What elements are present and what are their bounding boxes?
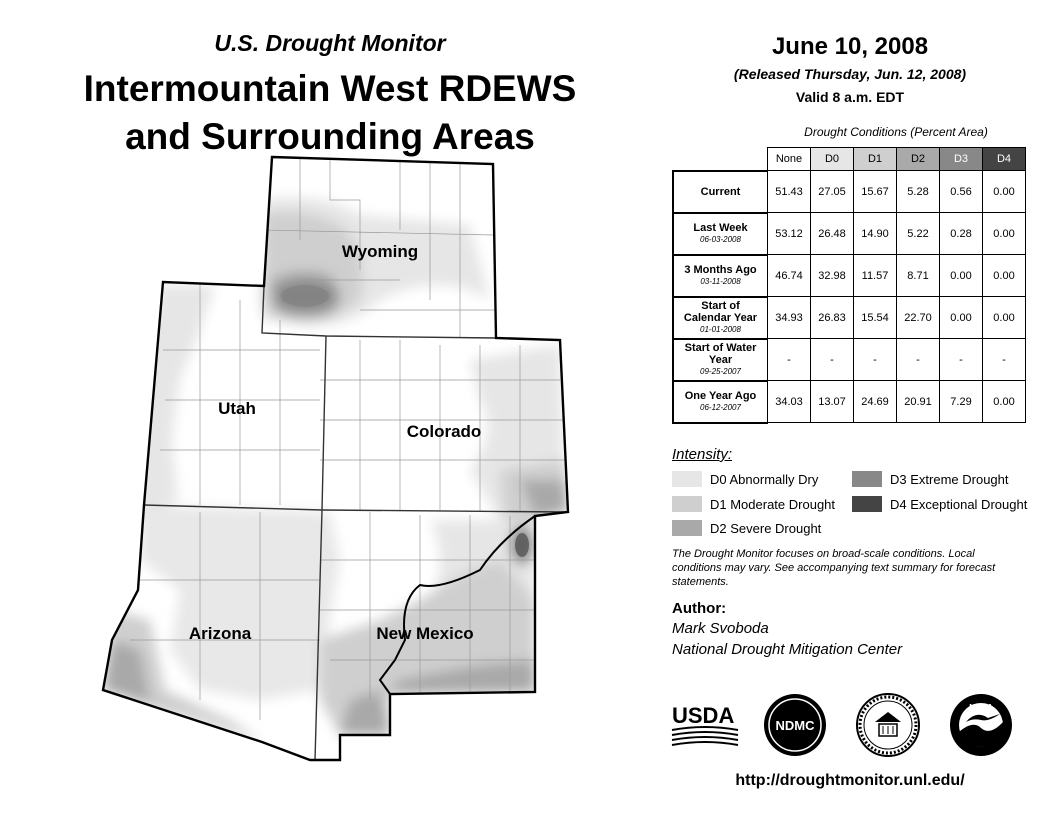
legend-swatch: [852, 496, 882, 512]
table-header-row: [673, 148, 1026, 171]
table-cell: 22.70: [897, 297, 940, 339]
table-row: [673, 171, 1026, 213]
row-label-text: Start of Calendar Year: [683, 299, 758, 324]
legend-heading: Intensity:: [672, 446, 733, 463]
drought-conditions-table: [672, 147, 1026, 424]
row-label: [673, 171, 768, 213]
table-cell: 0.00: [983, 171, 1026, 213]
column-header: D0: [811, 148, 854, 171]
map-title-line2: and Surrounding Areas: [125, 116, 535, 157]
table-row: [673, 255, 1026, 297]
state-label-arizona: Arizona: [188, 624, 252, 643]
usda-logo-text: USDA: [672, 703, 735, 728]
author-organization: National Drought Mitigation Center: [672, 641, 903, 658]
legend-label: D2 Severe Drought: [710, 520, 822, 536]
table-cell: -: [811, 339, 854, 381]
table-caption: Drought Conditions (Percent Area): [804, 125, 988, 139]
table-row: [673, 213, 1026, 255]
row-label: [673, 381, 768, 423]
legend-label: D0 Abnormally Dry: [710, 471, 819, 487]
drought-shading: [90, 150, 590, 770]
table-cell: 24.69: [854, 381, 897, 423]
row-label-text: Start of Water Year: [684, 341, 757, 366]
table-cell: -: [768, 339, 811, 381]
legend-swatch: [852, 471, 882, 487]
map-subtitle: U.S. Drought Monitor: [214, 30, 446, 56]
legend-item-d2: [672, 520, 821, 536]
table-cell: 7.29: [940, 381, 983, 423]
map-title-line1: Intermountain West RDEWS: [83, 68, 577, 109]
row-label-text: One Year Ago: [684, 389, 757, 402]
table-cell: -: [940, 339, 983, 381]
state-label-utah: Utah: [218, 399, 256, 418]
table-cell: 20.91: [897, 381, 940, 423]
table-cell: 0.00: [983, 381, 1026, 423]
table-cell: 5.22: [897, 213, 940, 255]
row-date: 06-12-2007: [700, 402, 741, 412]
row-label: [673, 339, 768, 381]
table-cell: 15.54: [854, 297, 897, 339]
state-label-new-mexico: New Mexico: [376, 624, 474, 643]
row-label-text: Last Week: [693, 221, 748, 234]
table-cell: 0.00: [983, 255, 1026, 297]
table-cell: 0.00: [940, 255, 983, 297]
ndmc-logo: [762, 692, 828, 758]
row-date: 06-03-2008: [700, 234, 741, 244]
table-cell: 14.90: [854, 213, 897, 255]
table-cell: 26.83: [811, 297, 854, 339]
table-cell: 34.03: [768, 381, 811, 423]
legend-swatch: [672, 520, 702, 536]
row-label: [673, 297, 768, 339]
table-cell: 53.12: [768, 213, 811, 255]
legend-item-d1: [672, 496, 835, 512]
row-label-text: Current: [700, 185, 741, 198]
legend-label: D1 Moderate Drought: [710, 496, 836, 512]
table-body: [673, 171, 1026, 423]
legend-item-d0: [672, 471, 818, 487]
author-heading: Author:: [672, 600, 727, 617]
legend-item-d4: [852, 496, 1027, 512]
disclaimer-note: The Drought Monitor focuses on broad-scale conditions. Local conditions may vary. See accompanying text summary for forecast statements.: [672, 548, 996, 588]
table-cell: 11.57: [854, 255, 897, 297]
column-header: D2: [897, 148, 940, 171]
table-cell: 0.56: [940, 171, 983, 213]
table-cell: 32.98: [811, 255, 854, 297]
row-date: 09-25-2007: [700, 366, 741, 376]
author-name: Mark Svoboda: [672, 620, 769, 637]
noaa-logo-text: NOAA: [969, 703, 993, 712]
column-header: D4: [983, 148, 1026, 171]
table-cell: 0.00: [940, 297, 983, 339]
legend-label: D3 Extreme Drought: [890, 471, 1009, 487]
table-cell: 27.05: [811, 171, 854, 213]
state-label-colorado: Colorado: [406, 422, 482, 441]
table-cell: 0.00: [983, 213, 1026, 255]
state-label-wyoming: Wyoming: [341, 242, 419, 261]
table-cell: 13.07: [811, 381, 854, 423]
table-cell: 34.93: [768, 297, 811, 339]
row-date: 01-01-2008: [700, 324, 741, 334]
legend-swatch: [672, 496, 702, 512]
ndmc-logo-text: NDMC: [775, 718, 815, 733]
table-cell: -: [897, 339, 940, 381]
row-label-text: 3 Months Ago: [684, 263, 757, 276]
website-link[interactable]: http://droughtmonitor.unl.edu/: [735, 772, 965, 789]
legend-label: D4 Exceptional Drought: [890, 496, 1028, 512]
table-cell: 0.28: [940, 213, 983, 255]
map-date: June 10, 2008: [771, 33, 929, 60]
column-header: None: [768, 148, 811, 171]
column-header: D1: [854, 148, 897, 171]
usda-logo: [670, 698, 740, 748]
table-cell: 0.00: [983, 297, 1026, 339]
table-row: [673, 339, 1026, 381]
valid-time: Valid 8 a.m. EDT: [795, 89, 905, 105]
table-cell: 51.43: [768, 171, 811, 213]
legend-swatch: [672, 471, 702, 487]
drought-map: [0, 150, 600, 780]
table-cell: 15.67: [854, 171, 897, 213]
commerce-seal-icon: [855, 692, 921, 758]
table-cell: 46.74: [768, 255, 811, 297]
table-row: [673, 297, 1026, 339]
table-cell: 26.48: [811, 213, 854, 255]
table-cell: -: [854, 339, 897, 381]
table-cell: 5.28: [897, 171, 940, 213]
table-row: [673, 381, 1026, 423]
column-header: D3: [940, 148, 983, 171]
row-date: 03-11-2008: [700, 276, 741, 286]
row-label: [673, 255, 768, 297]
row-label: [673, 213, 768, 255]
noaa-logo: [948, 692, 1014, 758]
table-cell: 8.71: [897, 255, 940, 297]
release-date: (Released Thursday, Jun. 12, 2008): [733, 66, 967, 82]
table-cell: -: [983, 339, 1026, 381]
legend-item-d3: [852, 471, 1009, 487]
